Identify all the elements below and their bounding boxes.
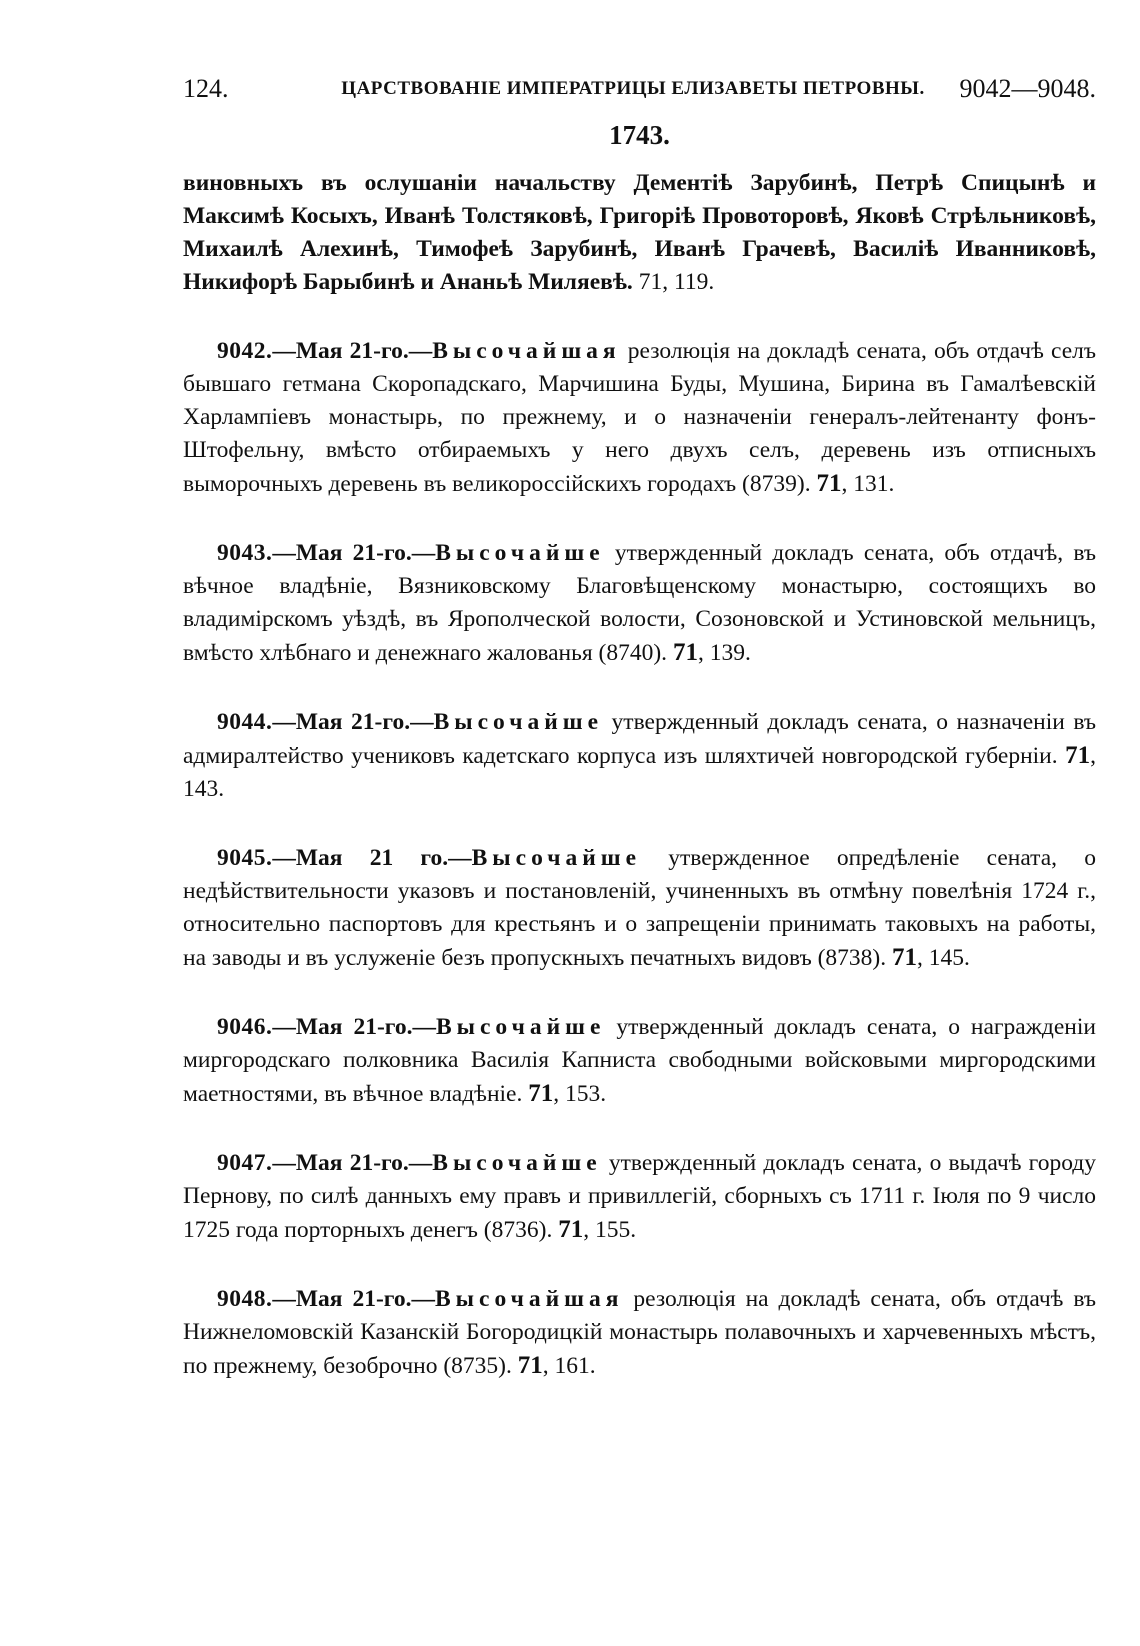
entry-kind: Высочайшая <box>432 338 621 364</box>
entry-date: —Мая 21-го.— <box>272 1286 435 1312</box>
entry-number: 9047. <box>217 1150 273 1176</box>
entry-number: 9048. <box>217 1286 273 1312</box>
page-header <box>183 70 1096 108</box>
continuation-paragraph <box>183 167 1096 299</box>
volume-ref: 71 <box>558 1216 584 1243</box>
entry-range: 9042—9048. <box>959 74 1096 103</box>
entry-date: —Мая 21-го.— <box>272 1014 436 1040</box>
entry-date: —Мая 21-го.— <box>272 540 436 566</box>
volume-ref: 71 <box>1065 742 1091 769</box>
volume-ref: 71 <box>892 944 917 971</box>
entry-9047 <box>183 1147 1096 1247</box>
page-ref: , 145. <box>917 945 970 971</box>
entry-9046 <box>183 1011 1096 1111</box>
entry-date: —Мая 21-го.— <box>272 338 433 364</box>
volume-ref: 71 <box>672 639 698 666</box>
entry-date: —Мая 21 го.— <box>272 845 472 871</box>
entry-9048 <box>183 1283 1096 1383</box>
page-number: 124. <box>183 74 229 103</box>
page-ref: , 143. <box>183 743 1096 802</box>
entry-9042 <box>183 335 1096 501</box>
entry-kind: Высочайше <box>471 845 642 871</box>
continuation-text: виновныхъ въ ослушаніи начальству Дементіѣ Зарубинѣ, Петрѣ Спицынѣ и Максимѣ Косыхъ, Иванѣ Толстяковѣ, Григоріѣ Провоторовѣ, Яковѣ Стрѣльниковѣ, Михаилѣ Алехинѣ, Тимофеѣ Зарубинѣ, Иванѣ Грачевѣ, Василіѣ Иванниковѣ, Никифорѣ Барыбинѣ и Ананьѣ Миляевѣ. <box>183 170 1096 295</box>
entry-text: утвержденный докладъ сената, о назначеніи въ адмиралтейство учениковъ кадетскаго корпуса изъ шляхтичей новгородской губерніи. <box>183 709 1096 769</box>
entry-text: резолюція на докладѣ сената, объ отдачѣ въ Нижнеломовскій Казанскій Богородицкій монастырь полавочныхъ и харчевенныхъ мѣстъ, по прежнему, безоброчно (8735). <box>183 1286 1096 1379</box>
entry-9043 <box>183 537 1096 670</box>
entry-kind: Высочайше <box>435 540 605 566</box>
entry-kind: Высочайше <box>433 709 604 735</box>
entry-text: утвержденный докладъ сената, о награжденіи миргородскаго полковника Василія Капниста свободными войсковыми миргородскими маетностями, въ вѣчное владѣніе. <box>183 1014 1096 1107</box>
entry-text: утвержденное опредѣленіе сената, о недѣйствительности указовъ и постановленій, учиненныхъ въ отмѣну повелѣнія 1724 г., относительно паспортовъ для крестьянъ и о запрещеніи принимать таковыхъ на работы, на заводы и въ услуженіе безъ пропускныхъ печатныхъ видовъ (8738). <box>183 845 1096 971</box>
entry-text: утвержденный докладъ сената, о выдачѣ городу Пернову, по силѣ данныхъ ему правъ и привиллегій, сборныхъ съ 1711 г. Іюля по 9 число 1725 года порторныхъ денегъ (8736). <box>183 1150 1096 1243</box>
entry-9045 <box>183 842 1096 975</box>
volume-ref: 71 <box>816 470 842 497</box>
volume-ref: 71 <box>528 1080 554 1107</box>
page-ref: , 119. <box>662 269 715 295</box>
running-title: ЦАРСТВОВАНІЕ ИМПЕРАТРИЦЫ ЕЛИЗАВЕТЫ ПЕТРОВНЫ. <box>341 78 925 99</box>
page-ref: , 131. <box>841 471 895 497</box>
entry-kind: Высочайше <box>435 1014 606 1040</box>
entry-9044 <box>183 706 1096 806</box>
page-ref: , 155. <box>583 1217 637 1243</box>
volume-ref: 71 <box>638 269 663 295</box>
entry-text: утвержденный докладъ сената, объ отдачѣ, въ вѣчное владѣніе, Вязниковскому Благовѣщенскому монастырю, состоящихъ во владимірскомъ уѣздѣ, въ Ярополческой волости, Созоновской и Устиновской мельницъ, вмѣсто хлѣбнаго и денежнаго жалованья (8740). <box>183 540 1096 666</box>
entry-number: 9042. <box>217 338 273 364</box>
page-ref: , 161. <box>542 1353 596 1379</box>
volume-ref: 71 <box>517 1352 543 1379</box>
page-ref: , 153. <box>553 1081 607 1107</box>
page-ref: , 139. <box>697 640 751 666</box>
entry-date: —Мая 21-го.— <box>272 1150 433 1176</box>
entry-number: 9043. <box>217 540 273 566</box>
entry-text: резолюція на докладѣ сената, объ отдачѣ селъ бывшаго гетмана Скоропадскаго, Марчишина Буды, Мушина, Бирина въ Гамалѣевскій Харлампіевъ монастырь, по прежнему, и о назначеніи генералъ-лейтенанту фонъ-Штофельну, вмѣсто отбираемыхъ у него двухъ селъ, деревень изъ отписныхъ выморочныхъ деревень въ великороссійскихъ городахъ (8739). <box>183 338 1096 497</box>
entry-number: 9046. <box>217 1014 273 1040</box>
entry-number: 9045. <box>217 845 273 871</box>
document-page <box>183 70 1096 1383</box>
entry-kind: Высочайшая <box>435 1286 624 1312</box>
entry-date: —Мая 21-го.— <box>272 709 434 735</box>
year-heading: 1743. <box>609 120 670 150</box>
entry-kind: Высочайше <box>432 1150 602 1176</box>
entry-number: 9044. <box>217 709 273 735</box>
